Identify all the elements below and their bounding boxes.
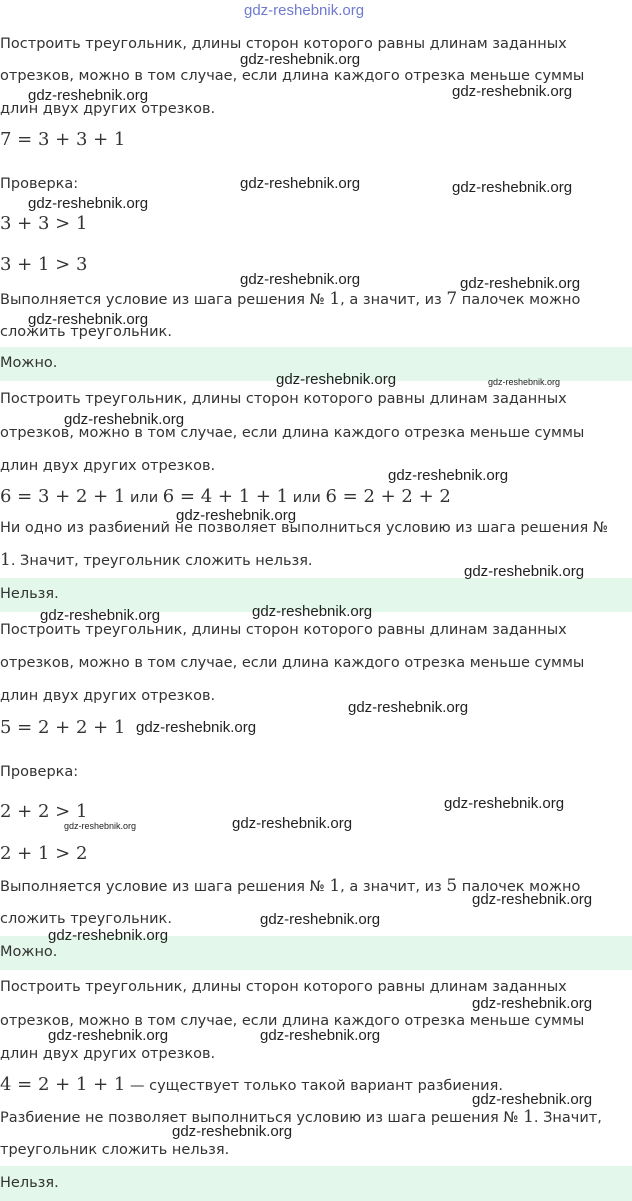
watermark: gdz-reshebnik.org	[136, 719, 257, 736]
watermark: gdz-reshebnik.org	[488, 377, 561, 387]
watermark: gdz-reshebnik.org	[472, 1091, 593, 1108]
watermark: gdz-reshebnik.org	[240, 175, 361, 192]
rule-text-line3: длин двух других отрезков.	[0, 458, 216, 474]
watermark: gdz-reshebnik.org	[444, 795, 565, 812]
watermark: gdz-reshebnik.org	[28, 195, 149, 212]
rule-text-line1: Построить треугольник, длины сторон которого равны длинам заданных	[0, 979, 567, 995]
rule-text-line2: отрезков, можно в том случае, если длина каждого отрезка меньше суммы	[0, 425, 585, 441]
conclusion-line2: сложить треугольник.	[0, 911, 172, 927]
equation: 5 = 2 + 2 + 1	[0, 717, 126, 738]
watermark: gdz-reshebnik.org	[172, 1123, 293, 1140]
rule-text-line2: отрезков, можно в том случае, если длина каждого отрезка меньше суммы	[0, 655, 585, 671]
watermark: gdz-reshebnik.org	[28, 311, 149, 328]
watermark: gdz-reshebnik.org	[472, 891, 593, 908]
watermark: gdz-reshebnik.org	[252, 603, 373, 620]
answer-text: Можно.	[0, 355, 58, 371]
watermark: gdz-reshebnik.org	[240, 271, 361, 288]
check-inequality: 3 + 1 > 3	[0, 254, 88, 275]
watermark: gdz-reshebnik.org	[452, 83, 573, 100]
check-inequality: 3 + 3 > 1	[0, 213, 88, 234]
answer-text: Нельзя.	[0, 586, 59, 602]
watermark: gdz-reshebnik.org	[460, 275, 581, 292]
watermark: gdz-reshebnik.org	[48, 927, 169, 944]
equation: 7 = 3 + 3 + 1	[0, 129, 126, 150]
watermark: gdz-reshebnik.org	[176, 507, 297, 524]
watermark-top: gdz-reshebnik.org	[244, 2, 365, 19]
watermark: gdz-reshebnik.org	[388, 467, 509, 484]
equation-variants: 6 = 3 + 2 + 1 или 6 = 4 + 1 + 1 или 6 = 2 + 2 + 2	[0, 486, 451, 507]
watermark: gdz-reshebnik.org	[48, 1027, 169, 1044]
rule-text-line2: отрезков, можно в том случае, если длина каждого отрезка меньше суммы	[0, 1013, 585, 1029]
watermark: gdz-reshebnik.org	[40, 607, 161, 624]
conclusion-line2: сложить треугольник.	[0, 324, 172, 340]
watermark: gdz-reshebnik.org	[452, 179, 573, 196]
watermark: gdz-reshebnik.org	[260, 911, 381, 928]
rule-text-line1: Построить треугольник, длины сторон которого равны длинам заданных	[0, 36, 567, 52]
equation: 4 = 2 + 1 + 1 — существует только такой вариант разбиения.	[0, 1074, 503, 1095]
watermark: gdz-reshebnik.org	[464, 563, 585, 580]
answer-text: Нельзя.	[0, 1175, 59, 1191]
rule-text-line3: длин двух других отрезков.	[0, 688, 216, 704]
answer-text: Можно.	[0, 944, 58, 960]
check-label: Проверка:	[0, 176, 79, 192]
watermark: gdz-reshebnik.org	[28, 87, 149, 104]
conclusion-line1: Ни одно из разбиений не позволяет выполниться условию из шага решения №	[0, 520, 608, 536]
rule-text-line3: длин двух других отрезков.	[0, 1046, 216, 1062]
watermark: gdz-reshebnik.org	[232, 815, 353, 832]
conclusion-line1: Разбиение не позволяет выполниться условию из шага решения № 1. Значит,	[0, 1107, 602, 1127]
check-inequality: 2 + 1 > 2	[0, 843, 88, 864]
conclusion-line2: 1. Значит, треугольник сложить нельзя.	[0, 550, 313, 570]
rule-text-line1: Построить треугольник, длины сторон которого равны длинам заданных	[0, 391, 567, 407]
watermark: gdz-reshebnik.org	[240, 51, 361, 68]
conclusion-line1: Выполняется условие из шага решения № 1, а значит, из 5 палочек можно	[0, 876, 581, 896]
rule-text-line1: Построить треугольник, длины сторон которого равны длинам заданных	[0, 622, 567, 638]
watermark: gdz-reshebnik.org	[64, 821, 137, 831]
rule-text-line2: отрезков, можно в том случае, если длина каждого отрезка меньше суммы	[0, 68, 585, 84]
check-label: Проверка:	[0, 764, 79, 780]
watermark: gdz-reshebnik.org	[276, 371, 397, 388]
watermark: gdz-reshebnik.org	[64, 411, 185, 428]
conclusion-line2: треугольник сложить нельзя.	[0, 1142, 230, 1158]
watermark: gdz-reshebnik.org	[472, 995, 593, 1012]
conclusion-line1: Выполняется условие из шага решения № 1, а значит, из 7 палочек можно	[0, 289, 581, 309]
check-inequality: 2 + 2 > 1	[0, 801, 88, 822]
watermark: gdz-reshebnik.org	[260, 1027, 381, 1044]
watermark: gdz-reshebnik.org	[348, 699, 469, 716]
rule-text-line3: длин двух других отрезков.	[0, 101, 216, 117]
answer-box	[0, 1166, 632, 1201]
